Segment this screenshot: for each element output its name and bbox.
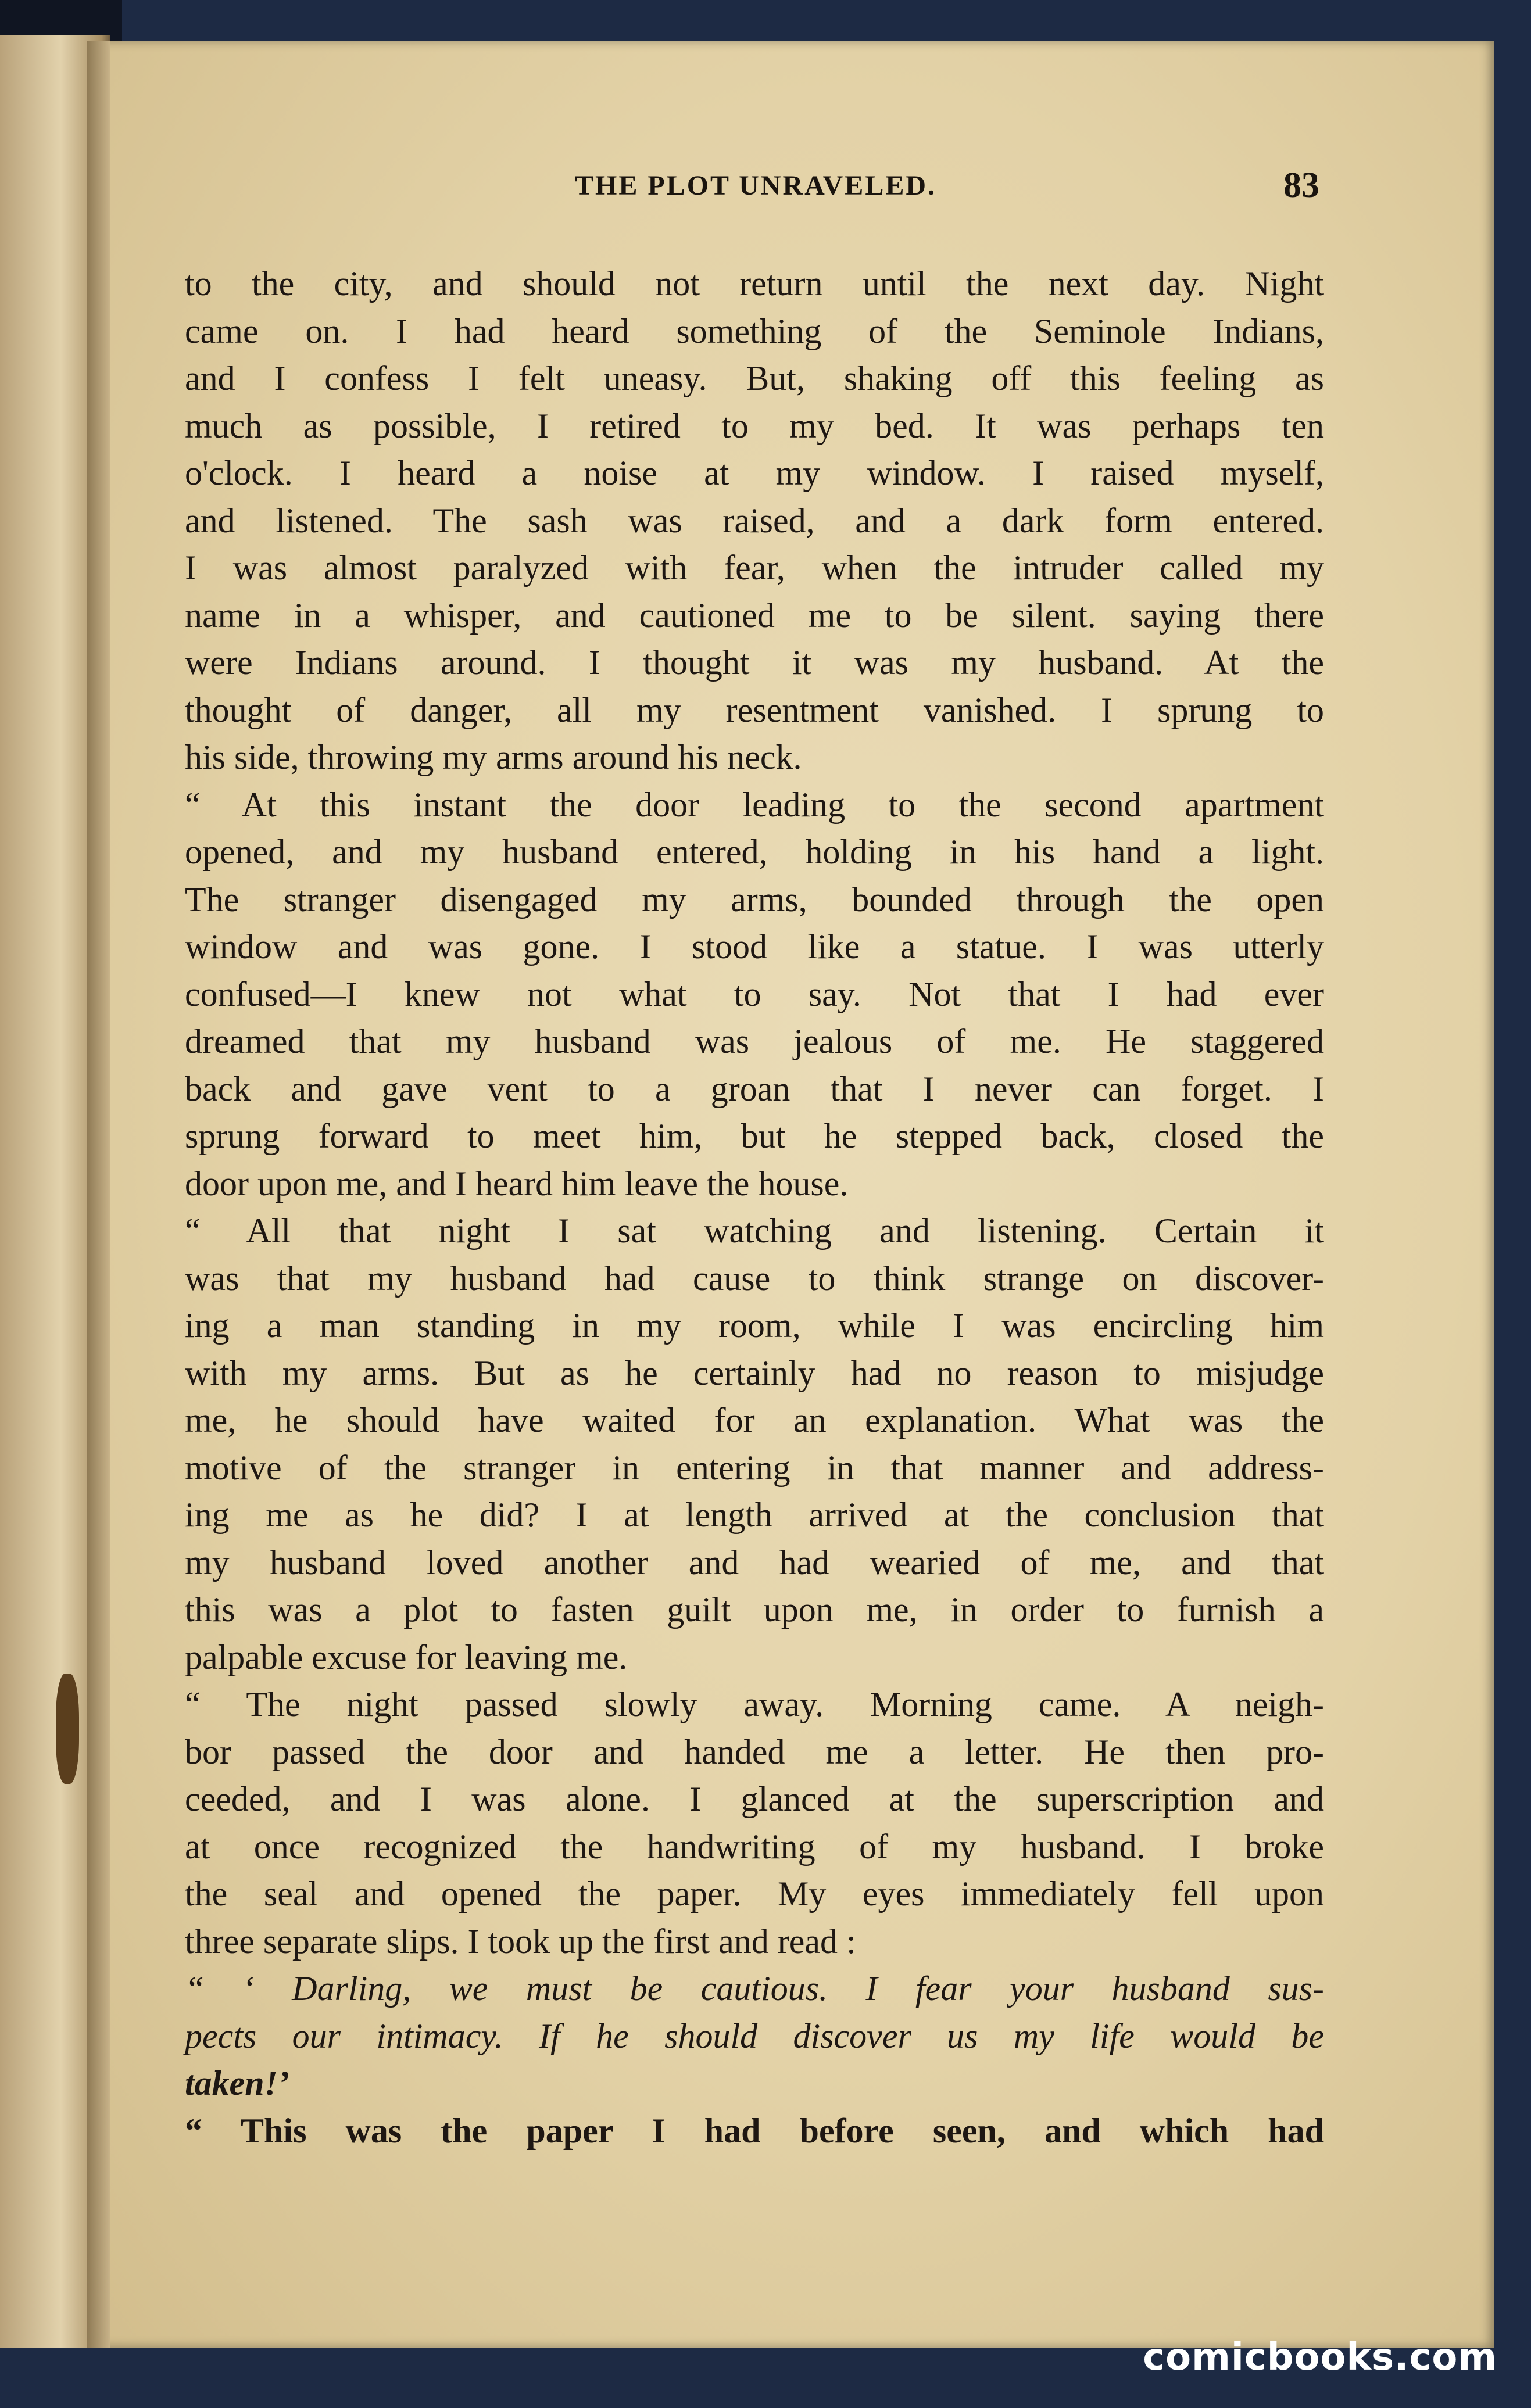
text-line: o'clock. I heard a noise at my window. I raised myself, — [185, 454, 1324, 492]
text-line: name in a whisper, and cautioned me to be silent. saying there — [185, 596, 1324, 635]
text-line: back and gave vent to a groan that I never can forget. I — [185, 1069, 1324, 1108]
text-line: “ All that night I sat watching and listening. Certain it — [185, 1212, 1324, 1250]
text-line: my husband loved another and had wearied of me, and that — [185, 1543, 1324, 1582]
text-line: opened, and my husband entered, holding in his hand a light. — [185, 833, 1324, 871]
text-line: to the city, and should not return until the next day. Night — [185, 264, 1324, 303]
text-line: I was almost paralyzed with fear, when the intruder called my — [185, 549, 1324, 587]
running-title: THE PLOT UNRAVELED. — [574, 170, 937, 201]
text-line: dreamed that my husband was jealous of me. He staggered — [185, 1022, 1324, 1060]
text-line: thought of danger, all my resentment vanished. I sprung to — [185, 690, 1324, 729]
page-number: 83 — [1283, 166, 1319, 205]
text-line: this was a plot to fasten guilt upon me, in order to furnish a — [185, 1590, 1324, 1629]
text-line: was that my husband had cause to think strange on discover- — [185, 1259, 1324, 1298]
text-line: “ At this instant the door leading to the second apartment — [185, 785, 1324, 824]
text-line: “ The night passed slowly away. Morning came. A neigh- — [185, 1685, 1324, 1723]
text-line: The stranger disengaged my arms, bounded through the open — [185, 880, 1324, 919]
text-line: ing me as he did? I at length arrived at the conclusion that — [185, 1496, 1324, 1534]
text-line: confused—I knew not what to say. Not that I had ever — [185, 974, 1324, 1013]
page-gutter — [87, 41, 110, 2348]
letter-line: “ ‘ Darling, we must be cautious. I fear your husband sus- — [185, 1969, 1324, 2008]
text-line: ceeded, and I was alone. I glanced at the superscription and — [185, 1780, 1324, 1818]
text-line: ing a man standing in my room, while I was encircling him — [185, 1306, 1324, 1345]
text-line: window and was gone. I stood like a statue. I was utterly — [185, 927, 1324, 966]
text-line: “ This was the paper I had before seen, and which had — [185, 2111, 1324, 2150]
text-line: with my arms. But as he certainly had no reason to misjudge — [185, 1353, 1324, 1392]
body-text — [185, 260, 1324, 2155]
page-header — [192, 166, 1319, 222]
text-line: palpable excuse for leaving me. — [185, 1637, 628, 1676]
text-line: bor passed the door and handed me a letter. He then pro- — [185, 1732, 1324, 1771]
text-line: at once recognized the handwriting of my husband. I broke — [185, 1827, 1324, 1866]
text-line: sprung forward to meet him, but he stepped back, closed the — [185, 1117, 1324, 1155]
text-line: came on. I had heard something of the Seminole Indians, — [185, 311, 1324, 350]
text-line: me, he should have waited for an explanation. What was the — [185, 1401, 1324, 1439]
text-line: and I confess I felt uneasy. But, shaking off this feeling as — [185, 359, 1324, 397]
page-stain — [56, 1674, 79, 1784]
text-line: the seal and opened the paper. My eyes immediately fell upon — [185, 1875, 1324, 1913]
letter-line: taken!’ — [185, 2064, 289, 2102]
letter-line: pects our intimacy. If he should discover us my life would be — [185, 2016, 1324, 2055]
text-line: three separate slips. I took up the first and read : — [185, 1922, 856, 1961]
text-line: door upon me, and I heard him leave the house. — [185, 1164, 849, 1203]
text-line: his side, throwing my arms around his neck. — [185, 738, 802, 776]
text-line: much as possible, I retired to my bed. It was perhaps ten — [185, 406, 1324, 445]
watermark: comicbooks.com — [1143, 2336, 1497, 2379]
text-line: were Indians around. I thought it was my husband. At the — [185, 643, 1324, 682]
text-line: motive of the stranger in entering in that manner and address- — [185, 1448, 1324, 1487]
text-line: and listened. The sash was raised, and a dark form entered. — [185, 501, 1324, 540]
